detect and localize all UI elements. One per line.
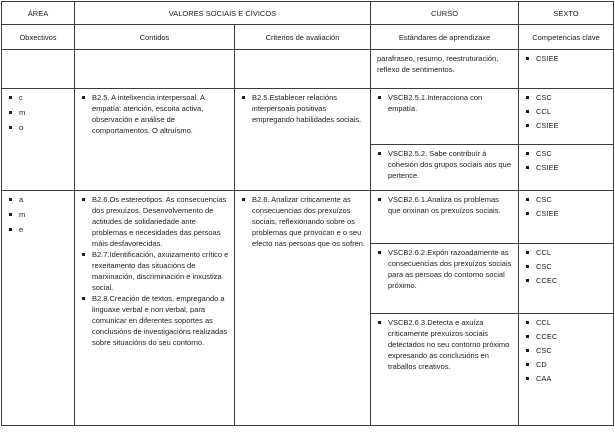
obxectivo-label: e	[19, 225, 24, 234]
estandar-text: VSCB2.5.1.Interacciona con empatía.	[388, 93, 483, 113]
bullet-icon	[82, 253, 85, 256]
estandar-cell	[371, 89, 519, 145]
competencias-cell	[519, 89, 614, 145]
competencia-label: CD	[536, 360, 547, 369]
estandar-text: VSCB2.5.2. Sabe contribuír á cohesión dos grupos sociais aos que pertence.	[388, 149, 511, 180]
competencia-label: CSC	[536, 149, 552, 158]
competencia-label: CSIEE	[536, 54, 559, 63]
list-item	[377, 194, 513, 216]
competencias-cell	[519, 314, 614, 426]
competencias-cell	[519, 145, 614, 191]
bullet-icon	[9, 228, 12, 231]
competencia-item	[525, 106, 608, 117]
curso-header: CURSO	[371, 2, 519, 25]
list-item	[241, 194, 365, 249]
bullet-icon	[9, 126, 12, 129]
competencia-label: CCL	[536, 248, 552, 257]
criterios-cell-empty	[235, 50, 371, 89]
contido-text: B2.6.Os estereotipos. As consecuencias dos prexuízos. Desenvolvemento de actitudes de solidariedade ante problemas e necesidades das persoas máis desfavorecidas.	[92, 195, 227, 248]
competencia-label: CAA	[536, 374, 552, 383]
criterios-cell	[235, 191, 371, 426]
bullet-icon	[526, 377, 529, 380]
bullet-icon	[9, 96, 12, 99]
competencias-cell	[519, 191, 614, 244]
obxectivos-cell	[2, 191, 75, 426]
bullet-icon	[526, 124, 529, 127]
list-item	[81, 194, 229, 249]
competencia-item	[525, 359, 608, 370]
estandar-text: VSCB2.6.1.Analiza os problemas que orixinan os prexuízos sociais.	[388, 195, 501, 215]
bullet-icon	[526, 166, 529, 169]
band-b25-row-1	[2, 89, 614, 145]
bullet-icon	[242, 96, 245, 99]
curriculum-table	[1, 1, 614, 426]
contidos-cell	[75, 191, 235, 426]
competencia-label: CSIEE	[536, 163, 559, 172]
estandar-cell	[371, 50, 519, 89]
competencia-item	[525, 247, 608, 258]
contido-text: B2.8.Creación de textos, empregando a linguaxe verbal e non verbal, para comunicar en diferentes soportes as conclusións de investigacións realizadas sobre situacións do seu contorno.	[92, 294, 228, 347]
competencia-item	[525, 373, 608, 384]
bullet-icon	[82, 297, 85, 300]
col-header-contidos: Contidos	[75, 25, 235, 50]
competencia-item	[525, 162, 608, 173]
estandar-cell	[371, 314, 519, 426]
list-item	[8, 194, 69, 205]
competencia-label: CSC	[536, 195, 552, 204]
competencia-item	[525, 148, 608, 159]
estandar-cell	[371, 244, 519, 314]
obxectivo-label: m	[19, 108, 26, 117]
subject-header: VALORES SOCIAIS E CÍVICOS	[75, 2, 371, 25]
competencia-item	[525, 275, 608, 286]
bullet-icon	[82, 198, 85, 201]
bullet-icon	[378, 251, 381, 254]
bullet-icon	[526, 363, 529, 366]
bullet-icon	[378, 321, 381, 324]
list-item	[241, 92, 365, 125]
list-item	[81, 92, 229, 136]
bullet-icon	[9, 198, 12, 201]
col-header-obxectivos: Obxectivos	[2, 25, 75, 50]
competencia-label: CCEC	[536, 332, 558, 341]
bullet-icon	[526, 57, 529, 60]
nivel-header: SEXTO	[519, 2, 614, 25]
bullet-icon	[526, 335, 529, 338]
bullet-icon	[526, 152, 529, 155]
bullet-icon	[378, 152, 381, 155]
contido-text: B2.7.Identificación, axuizamento crítico e rexeitamento das situacións de marxinación, discriminación e inxustiza social.	[92, 250, 229, 292]
criterios-cell	[235, 89, 371, 191]
competencia-item	[525, 261, 608, 272]
bullet-icon	[526, 279, 529, 282]
competencia-item	[525, 331, 608, 342]
obxectivo-label: a	[19, 195, 24, 204]
competencias-cell	[519, 50, 614, 89]
bullet-icon	[526, 212, 529, 215]
competencia-label: CSC	[536, 346, 552, 355]
competencias-cell	[519, 244, 614, 314]
obxectivos-cell	[2, 89, 75, 191]
competencia-item	[525, 345, 608, 356]
competencia-item	[525, 317, 608, 328]
bullet-icon	[526, 321, 529, 324]
list-item	[8, 224, 69, 235]
contido-text: B2.5. A intelixencia interpersoal. A empatía: atención, escoita activa, observación e análise de comportamentos. O altruísmo.	[92, 93, 205, 135]
continuation-row	[2, 50, 614, 89]
estandar-text: VSCB2.6.2.Expón razoadamente as consecuencias dos prexuízos sociais para as persoas do contorno social próximo.	[388, 248, 512, 290]
bullet-icon	[526, 198, 529, 201]
contidos-cell	[75, 89, 235, 191]
contidos-cell-empty	[75, 50, 235, 89]
bullet-icon	[526, 96, 529, 99]
bullet-icon	[378, 198, 381, 201]
col-header-criterios: Criterios de avaliación	[235, 25, 371, 50]
competencia-label: CCL	[536, 107, 552, 116]
bullet-icon	[242, 198, 245, 201]
list-item	[8, 209, 69, 220]
competencia-label: CSIEE	[536, 209, 559, 218]
estandar-cell	[371, 191, 519, 244]
competencia-label: CCL	[536, 318, 552, 327]
criterio-text: B2.5.Establecer relacións interpersoais positivas empregando habilidades sociais.	[252, 93, 362, 124]
competencia-label: CCEC	[536, 276, 558, 285]
band-b26-row-1	[2, 191, 614, 244]
list-item	[8, 107, 69, 118]
obxectivo-label: o	[19, 123, 24, 132]
bullet-icon	[9, 111, 12, 114]
bullet-icon	[526, 251, 529, 254]
competencia-item	[525, 194, 608, 205]
obxectivo-label: m	[19, 210, 26, 219]
competencia-item	[525, 92, 608, 103]
estandar-text: VSCB2.6.3.Detecta e axuíza criticamente prexuízos sociais detectados no seu contorno próximo expresando as conclusións en traballos creativos.	[388, 318, 510, 371]
bullet-icon	[82, 96, 85, 99]
criterio-text: B2.6. Analizar criticamente as consecuencias dos prexuízos sociais, reflexionando sobre os problemas que provocan e o seu efecto nas persoas que os sofren.	[252, 195, 365, 248]
competencia-label: CSIEE	[536, 121, 559, 130]
competencia-item	[525, 53, 608, 64]
list-item	[377, 148, 513, 181]
estandar-cell	[371, 145, 519, 191]
list-item	[81, 293, 229, 348]
bullet-icon	[526, 110, 529, 113]
competencia-item	[525, 208, 608, 219]
obxectivos-cell-empty	[2, 50, 75, 89]
estandar-text: parafraseo, resumo, reestruturación, reflexo de sentimentos.	[377, 54, 499, 74]
area-header: ÁREA	[2, 2, 75, 25]
competencia-label: CSC	[536, 262, 552, 271]
list-item	[377, 247, 513, 291]
list-item	[377, 317, 513, 372]
bullet-icon	[378, 96, 381, 99]
bullet-icon	[526, 349, 529, 352]
list-item	[81, 249, 229, 293]
col-header-estandares: Estándares de aprendizaxe	[371, 25, 519, 50]
obxectivo-label: c	[19, 93, 23, 102]
bullet-icon	[9, 213, 12, 216]
competencia-item	[525, 120, 608, 131]
header-row-area	[2, 2, 614, 25]
col-header-competencias: Competencias clave	[519, 25, 614, 50]
list-item	[8, 92, 69, 103]
bullet-icon	[526, 265, 529, 268]
header-row-columns	[2, 25, 614, 50]
list-item	[8, 122, 69, 133]
competencia-label: CSC	[536, 93, 552, 102]
list-item	[377, 92, 513, 114]
